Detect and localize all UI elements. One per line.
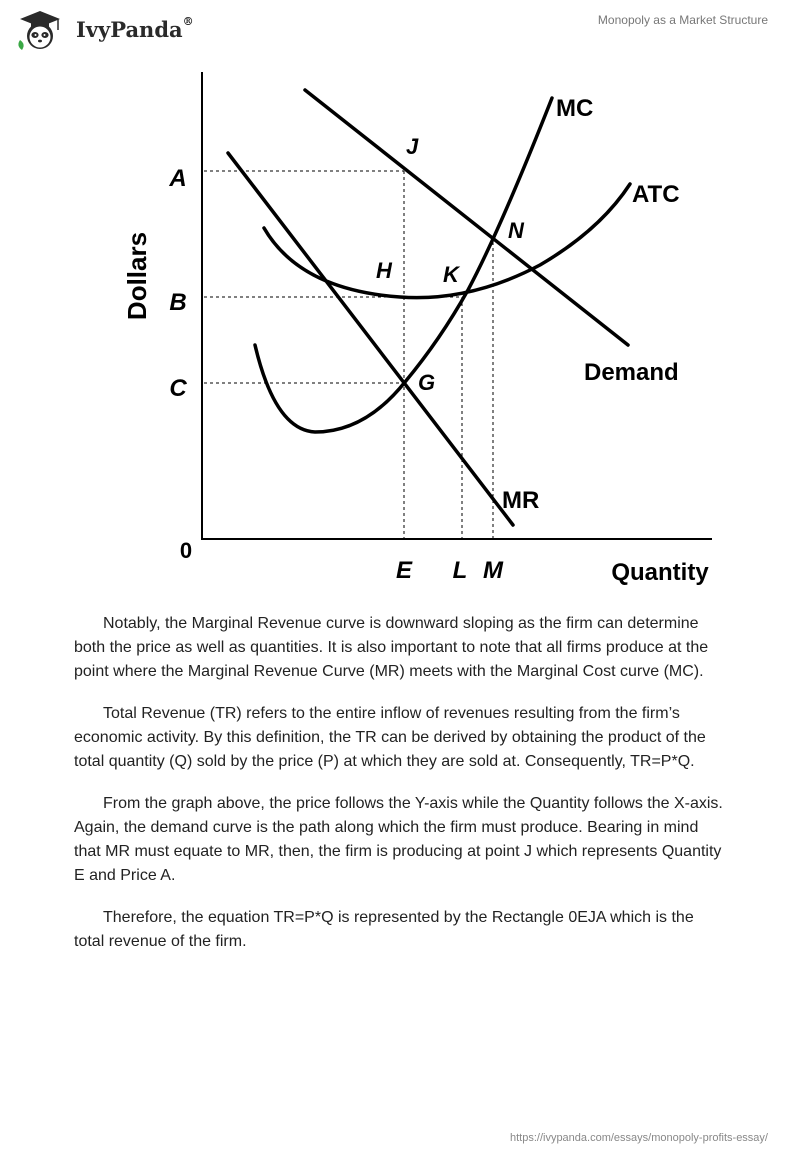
y-tick-a: A: [169, 165, 187, 192]
y-tick-b: B: [169, 289, 187, 316]
brand-name: IvyPanda®: [76, 15, 194, 42]
article-body: [74, 612, 724, 972]
paragraph-1: Notably, the Marginal Revenue curve is downward sloping as the firm can determine both the price as well as quantities. It is also important to note that all firms produce at the point where the Marginal Revenue Curve (MR) meets with the Marginal Cost curve (MC).: [74, 615, 709, 680]
guide-lines: [204, 171, 493, 539]
paragraph-2: Total Revenue (TR) refers to the entire inflow of revenues resulting from the firm’s economic activity. By this definition, the TR can be derived by obtaining the product of the total quantity (Q) sold by the price (P) at which they are sold at. Consequently, TR=P*Q.: [74, 705, 706, 770]
x-axis-label: Quantity: [611, 559, 709, 586]
x-tick-l: L: [452, 557, 468, 584]
paragraph-3: From the graph above, the price follows the Y-axis while the Quantity follows the X-axis. Again, the demand curve is the path along which the firm must produce. Bearing in mind that MR must equate to MR, then, the firm is producing at point J which represents Quantity E and Price A.: [74, 795, 723, 884]
y-tick-c: C: [169, 375, 187, 402]
x-tick-m: M: [483, 557, 503, 584]
point-n-label: N: [508, 218, 524, 243]
origin-label: 0: [179, 538, 193, 563]
mc-label: MC: [556, 95, 594, 122]
atc-label: ATC: [632, 181, 680, 208]
point-h-label: H: [376, 258, 392, 283]
point-j-label: J: [406, 134, 419, 159]
demand-curve: [305, 90, 628, 345]
paragraph-4: Therefore, the equation TR=P*Q is represented by the Rectangle 0EJA which is the total revenue of the firm.: [74, 909, 694, 950]
demand-label: Demand: [584, 359, 679, 386]
point-g-label: G: [418, 370, 436, 395]
page-header: [0, 0, 800, 60]
mr-label: MR: [502, 487, 540, 514]
ivypanda-logo[interactable]: [14, 8, 194, 52]
panda-graduate-icon: [14, 8, 70, 52]
monopoly-cost-revenue-diagram: [100, 70, 720, 590]
point-k-label: K: [443, 262, 459, 287]
source-url[interactable]: https://ivypanda.com/essays/monopoly-profits-essay/: [509, 1132, 768, 1144]
document-title: Monopoly as a Market Structure: [597, 13, 768, 27]
mr-curve: [228, 153, 513, 525]
x-tick-e: E: [395, 557, 413, 584]
y-axis-label: Dollars: [122, 231, 152, 321]
